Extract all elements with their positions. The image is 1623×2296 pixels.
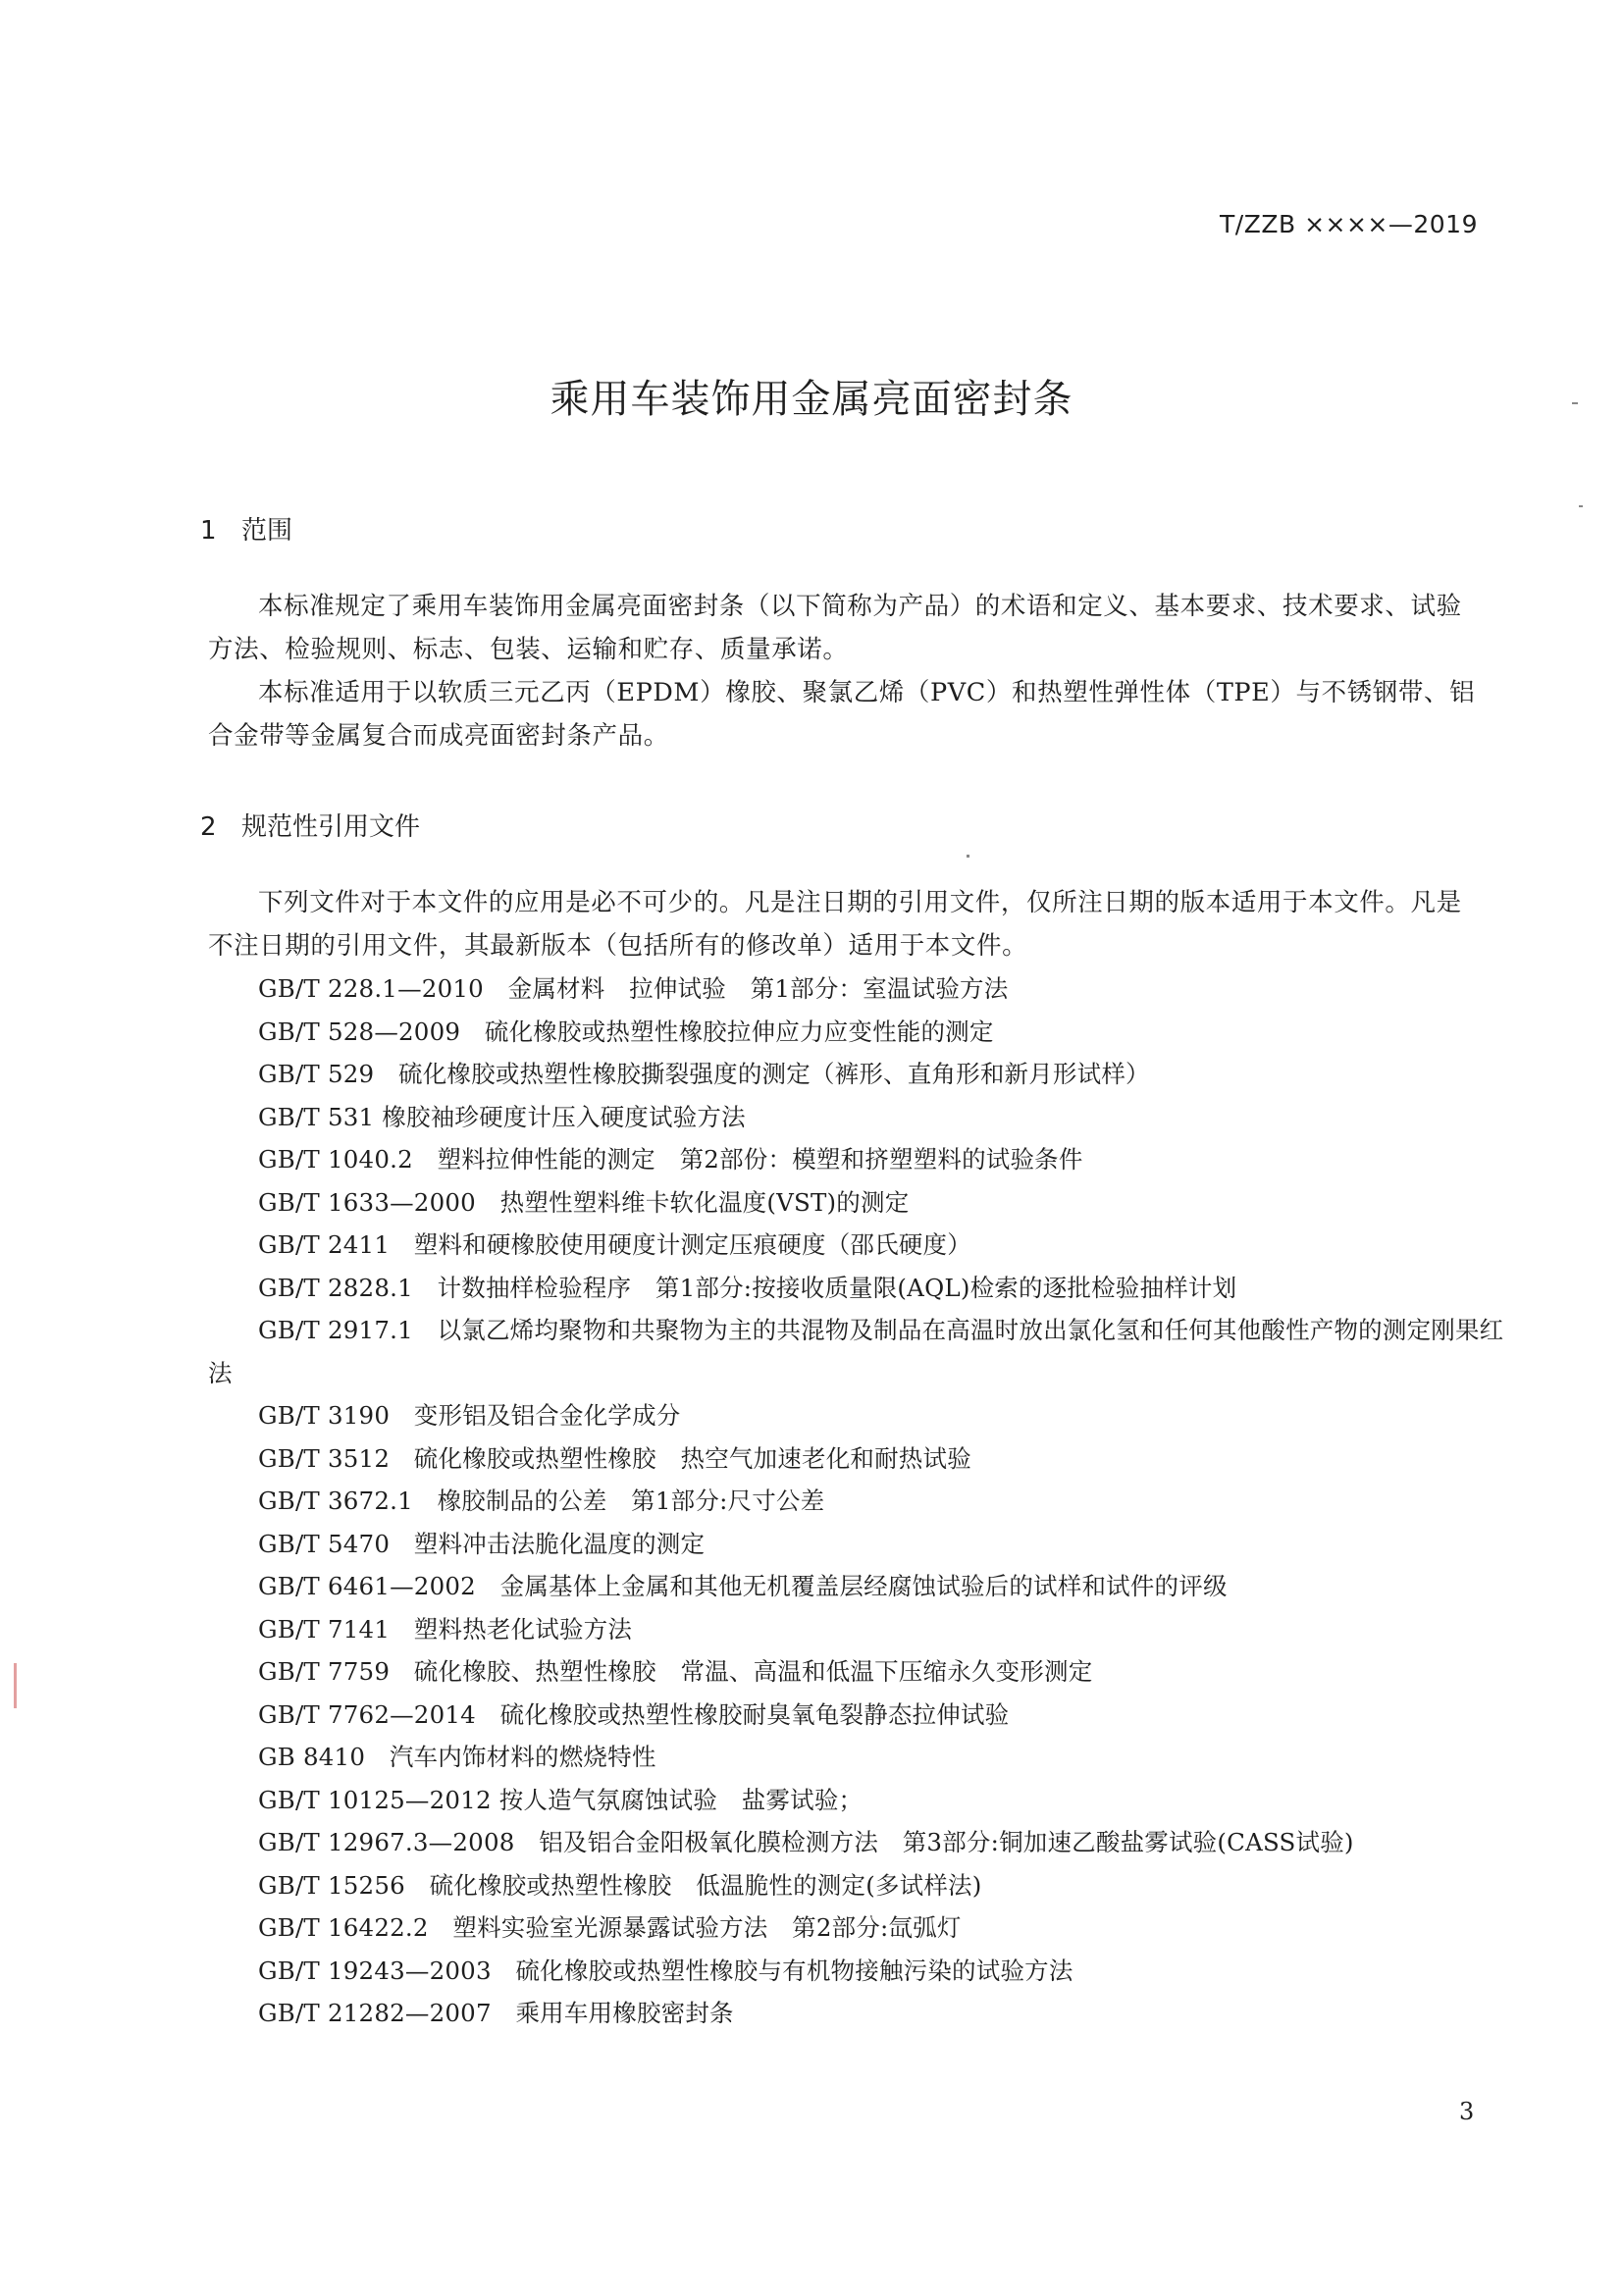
reference-item: GB/T 16422.2 塑料实验室光源暴露试验方法 第2部分:氙弧灯	[258, 1913, 962, 1942]
reference-item: GB/T 10125—2012 按人造气氛腐蚀试验 盐雾试验；	[258, 1785, 864, 1814]
reference-item: GB/T 3512 硫化橡胶或热塑性橡胶 热空气加速老化和耐热试验	[258, 1443, 971, 1473]
section-heading-normative-references	[200, 807, 420, 843]
reference-item: GB/T 1633—2000 热塑性塑料维卡软化温度(VST)的测定	[258, 1187, 910, 1217]
reference-item: GB/T 5470 塑料冲击法脆化温度的测定	[258, 1529, 706, 1558]
reference-item: GB/T 6461—2002 金属基体上金属和其他无机覆盖层经腐蚀试验后的试样和试件的评级	[258, 1572, 1228, 1600]
section-title: 范围	[241, 516, 293, 546]
reference-item: GB/T 1040.2 塑料拉伸性能的测定 第2部份：模塑和挤塑塑料的试验条件	[258, 1145, 1083, 1174]
reference-item: GB/T 7141 塑料热老化试验方法	[258, 1614, 633, 1644]
references-intro-paragraph: 下列文件对于本文件的应用是必不可少的。凡是注日期的引用文件，仅所注日期的版本适用于本文件。凡是不注日期的引用文件，其最新版本（包括所有的修改单）适用于本文件。	[208, 888, 1462, 961]
reference-item: GB/T 7762—2014 硫化橡胶或热塑性橡胶耐臭氧龟裂静态拉伸试验	[258, 1699, 1010, 1729]
section-heading-scope	[200, 510, 292, 547]
reference-item: GB/T 2411 塑料和硬橡胶使用硬度计测定压痕硬度（邵氏硬度）	[258, 1230, 971, 1259]
reference-item: GB/T 3190 变形铝及铝合金化学成分	[258, 1401, 681, 1430]
reference-item: GB/T 19243—2003 硫化橡胶或热塑性橡胶与有机物接触污染的试验方法	[258, 1956, 1073, 1985]
scan-speck	[1579, 505, 1583, 507]
scope-paragraph-1: 本标准规定了乘用车装饰用金属亮面密封条（以下简称为产品）的术语和定义、基本要求、技术要求、试验方法、检验规则、标志、包装、运输和贮存、质量承诺。	[208, 592, 1462, 664]
reference-item: GB/T 528—2009 硫化橡胶或热塑性橡胶拉伸应力应变性能的测定	[258, 1017, 994, 1046]
section-number: 2	[200, 812, 217, 842]
reference-item: GB/T 2828.1 计数抽样检验程序 第1部分:按接收质量限(AQL)检索的逐批检验抽样计划	[258, 1273, 1237, 1302]
reference-item: GB/T 12967.3—2008 铝及铝合金阳极氧化膜检测方法 第3部分:铜加速乙酸盐雾试验(CASS试验)	[258, 1828, 1354, 1856]
reference-item: GB/T 529 硫化橡胶或热塑性橡胶撕裂强度的测定（裤形、直角形和新月形试样）	[258, 1060, 1150, 1088]
reference-item: GB/T 531 橡胶袖珍硬度计压入硬度试验方法	[258, 1102, 746, 1131]
reference-item: GB/T 7759 硫化橡胶、热塑性橡胶 常温、高温和低温下压缩永久变形测定	[258, 1657, 1093, 1686]
reference-item: GB/T 228.1—2010 金属材料 拉伸试验 第1部分：室温试验方法	[258, 974, 1009, 1003]
standard-code: T/ZZB ××××—2019	[1220, 210, 1478, 238]
scan-edge-mark	[14, 1663, 17, 1708]
scan-speck	[967, 855, 969, 858]
reference-list	[208, 967, 1513, 2035]
scope-paragraph-2: 本标准适用于以软质三元乙丙（EPDM）橡胶、聚氯乙烯（PVC）和热塑性弹性体（TPE）与不锈钢带、铝合金带等金属复合而成亮面密封条产品。	[208, 678, 1476, 751]
section-title: 规范性引用文件	[241, 812, 421, 842]
reference-item: GB/T 21282—2007 乘用车用橡胶密封条	[258, 1999, 734, 2027]
page-number: 3	[1459, 2098, 1475, 2125]
section-number: 1	[200, 516, 217, 546]
scan-speck	[1572, 402, 1578, 404]
reference-item: GB 8410 汽车内饰材料的燃烧特性	[258, 1743, 656, 1771]
reference-item: GB/T 2917.1 以氯乙烯均聚物和共聚物为主的共混物及制品在高温时放出氯化氢和任何其他酸性产物的测定刚果红法	[208, 1316, 1504, 1387]
document-title: 乘用车装饰用金属亮面密封条	[550, 377, 1073, 422]
reference-item: GB/T 15256 硫化橡胶或热塑性橡胶 低温脆性的测定(多试样法)	[258, 1870, 982, 1900]
reference-item: GB/T 3672.1 橡胶制品的公差 第1部分:尺寸公差	[258, 1487, 825, 1515]
